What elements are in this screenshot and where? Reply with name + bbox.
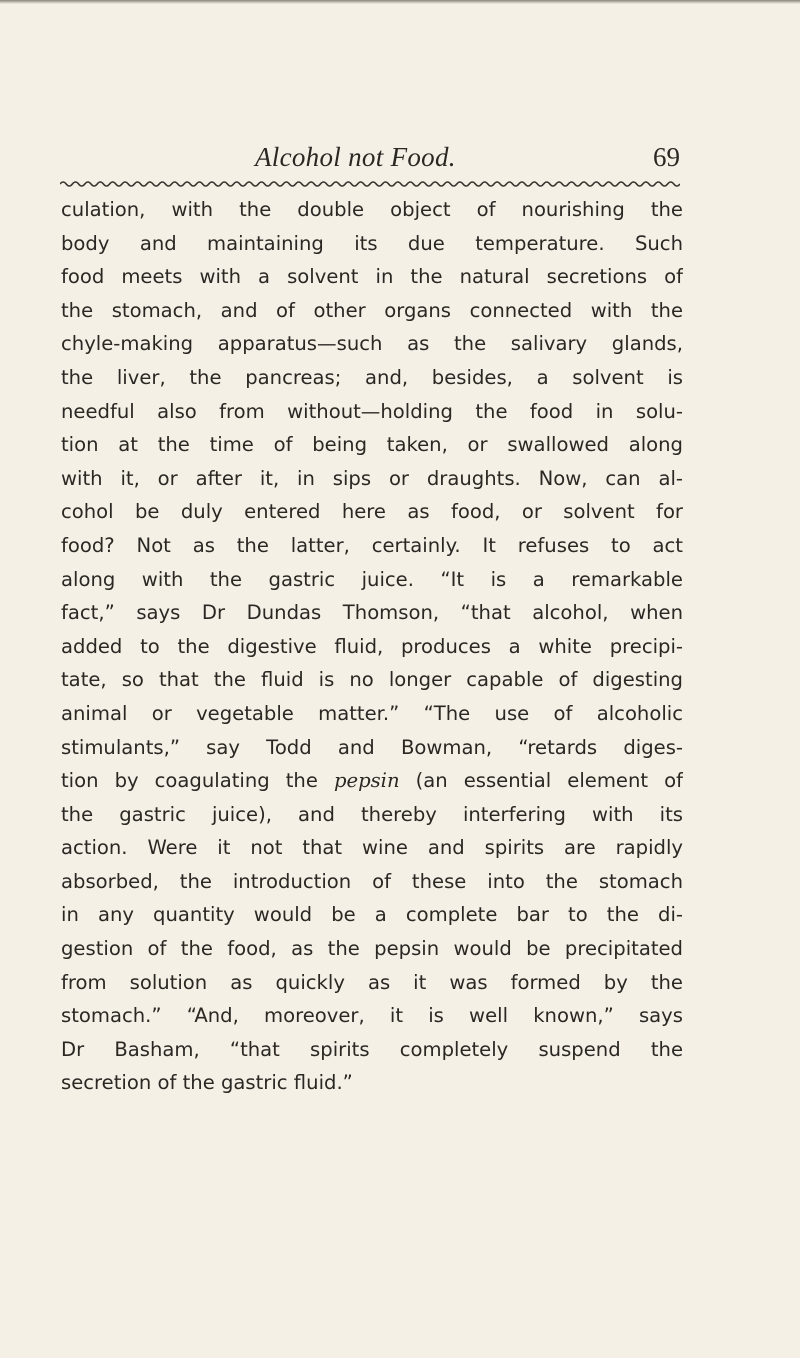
header-ornamental-rule [60, 180, 680, 188]
text-line: secretion of the gastric fluid.” [61, 1071, 353, 1095]
text-line: culation, with the double object of nourishing the [61, 198, 683, 221]
text-line: tate, so that the fluid is no longer capable of digesting [61, 668, 683, 692]
text-line: along with the gastric juice. “It is a remarkable [61, 567, 683, 591]
text-line: stomach.” “And, moreover, it is well known,” says [61, 1004, 683, 1028]
text-line-with-italic [61, 764, 683, 798]
text-line: food? Not as the latter, certainly. It refuses to act [61, 533, 683, 557]
text-line: the gastric juice), and thereby interfering with its [61, 802, 683, 826]
text-line: fact,” says Dr Dundas Thomson, “that alcohol, when [61, 601, 683, 625]
text-line: tion at the time of being taken, or swallowed along [61, 433, 683, 457]
text-line: needful also from without—holding the food in solu- [61, 399, 683, 423]
text-line: in any quantity would be a complete bar to the di- [61, 903, 683, 927]
text-line: added to the digestive fluid, produces a white precipi- [61, 634, 683, 658]
running-title: Alcohol not Food. [255, 142, 456, 172]
text-line: Dr Basham, “that spirits completely suspend the [61, 1037, 683, 1061]
text-line: stimulants,” say Todd and Bowman, “retards diges- [61, 735, 683, 759]
page-top-edge [0, 0, 800, 4]
text-line: from solution as quickly as it was formed by the [61, 970, 683, 994]
text-line: body and maintaining its due temperature. Such [61, 231, 683, 255]
text-line: the stomach, and of other organs connected with the [61, 298, 683, 322]
text-line: gestion of the food, as the pepsin would be precipitated [61, 937, 683, 961]
text-line: cohol be duly entered here as food, or solvent for [61, 500, 683, 524]
page-number: 69 [653, 142, 680, 172]
text-fragment: (an essential element of [399, 769, 683, 793]
text-fragment: tion by coagulating the [61, 769, 334, 793]
text-line: chyle-making apparatus—such as the salivary glands, [61, 332, 683, 356]
text-line: animal or vegetable matter.” “The use of alcoholic [61, 701, 683, 725]
text-line: with it, or after it, in sips or draughts. Now, can al- [61, 466, 683, 490]
page-header [60, 142, 680, 182]
text-line: action. Were it not that wine and spirits are rapidly [61, 836, 683, 860]
body-text [61, 193, 683, 1100]
text-line: food meets with a solvent in the natural secretions of [61, 265, 683, 289]
italic-term: pepsin [333, 769, 400, 793]
text-line: absorbed, the introduction of these into the stomach [61, 869, 683, 893]
text-line: the liver, the pancreas; and, besides, a solvent is [61, 365, 683, 389]
